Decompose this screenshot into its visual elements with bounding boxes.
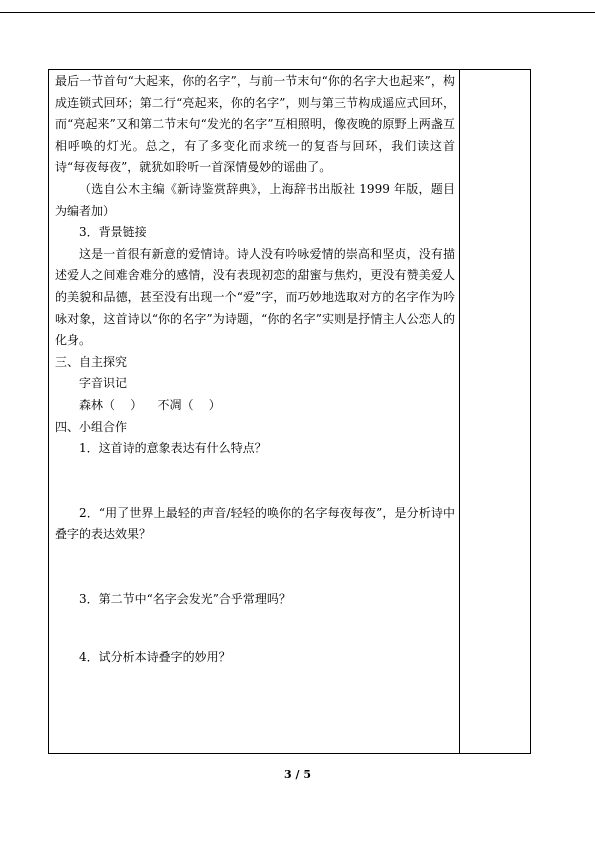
main-content-cell	[55, 71, 455, 669]
pinyin-exercise: 森林（ ） 不凋（ ）	[79, 397, 221, 412]
answer-space-3	[55, 610, 455, 647]
question-2: 2．“用了世界上最轻的声音/轻轻的唤你的名字每夜每夜”，是分析诗中叠字的表达效果？	[55, 505, 455, 542]
question-1: 1．这首诗的意象表达有什么特点？	[79, 441, 267, 456]
source-note: （选自公木主编《新诗鉴赏辞典》，上海辞书出版社 1999 年版，题目为编者加）	[55, 181, 455, 218]
section-3-subheading: 字音识记	[79, 376, 128, 391]
answer-space-2	[55, 546, 455, 589]
header-rule	[0, 12, 595, 13]
analysis-paragraph: 最后一节首句“大起来，你的名字”，与前一节末句“你的名字大也起来”，构成连锁式回环；第二行“亮起来，你的名字”，则与第三节构成遥应式回环，而“亮起来”又和第二节末句“发光的名字”互相照明，像夜晚的原野上两盏互相呼唤的灯光。总之，有了多变化而求统一的复沓与回环，我们读这首诗“每夜每夜”，就犹如聆听一首深情曼妙的谣曲了。	[55, 74, 455, 175]
answer-space-1	[55, 460, 455, 503]
background-heading: 3．背景链接	[79, 225, 147, 240]
background-text: 这是一首很有新意的爱情诗。诗人没有吟咏爱情的崇高和坚贞，没有描述爱人之间难舍难分的感情，没有表现初恋的甜蜜与焦灼，更没有赞美爱人的美貌和品德，甚至没有出现一个“爱”字，而巧妙地选取对方的名字作为吟咏对象，这首诗以“你的名字”为诗题，“你的名字”实则是抒情主人公恋人的化身。	[55, 246, 455, 348]
column-divider	[459, 69, 460, 754]
section-3-heading: 三、自主探究	[55, 354, 128, 369]
question-3: 3．第二节中“名字会发光”合乎常理吗？	[79, 591, 291, 606]
page-number: 3 / 5	[284, 768, 311, 781]
section-4-heading: 四、小组合作	[55, 419, 128, 434]
question-4: 4．试分析本诗叠字的妙用？	[79, 650, 231, 665]
